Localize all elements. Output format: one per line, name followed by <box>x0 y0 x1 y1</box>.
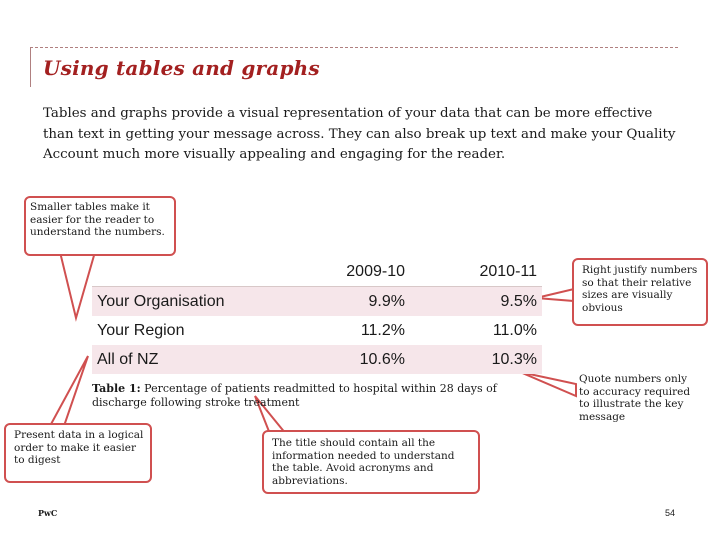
table-header-cell: 2009-10 <box>302 258 410 287</box>
footer-brand: PwC <box>38 508 58 518</box>
table-caption <box>92 382 542 410</box>
row-value: 9.5% <box>410 287 542 317</box>
pointer-logical-order <box>50 356 88 426</box>
table-caption-label: Table 1: <box>92 382 141 395</box>
callout-logical-order <box>4 423 152 483</box>
pointer-smaller-tables <box>60 252 95 318</box>
row-value: 10.6% <box>302 345 410 374</box>
callout-right-justify-text: Right justify numbers so that their relative sizes are visually obvious <box>582 264 698 314</box>
table-row <box>92 345 542 374</box>
row-value: 10.3% <box>410 345 542 374</box>
callout-title-should <box>262 430 480 494</box>
row-label: Your Region <box>97 321 185 339</box>
row-label: Your Organisation <box>92 287 302 317</box>
callout-right-justify <box>572 258 708 326</box>
readmission-table <box>92 258 542 374</box>
table-row <box>92 316 542 345</box>
page-number: 54 <box>665 508 676 518</box>
table-caption-text: Percentage of patients readmitted to hospital within 28 days of discharge following stroke treatment <box>92 382 497 409</box>
intro-paragraph: Tables and graphs provide a visual representation of your data that can be more effective than text in getting your message across. They can also break up text and make your Quality Account much more visually appealing and engaging for the reader. <box>43 106 676 162</box>
note-quote-numbers-text: Quote numbers only to accuracy required to illustrate the key message <box>579 373 691 423</box>
table-row <box>92 287 542 317</box>
row-value: 11.2% <box>360 321 405 339</box>
table-header-row <box>92 258 542 287</box>
table-header-cell: 2010-11 <box>410 258 542 287</box>
note-quote-numbers <box>579 373 699 423</box>
callout-smaller-tables <box>24 196 176 256</box>
callout-title-should-text: The title should contain all the information needed to understand the table. Avoid acronyms and abbreviations. <box>272 437 455 487</box>
row-value: 9.9% <box>302 287 410 317</box>
slide-title: Using tables and graphs <box>43 56 320 80</box>
row-value: 11.0% <box>492 321 537 339</box>
callout-smaller-tables-text: Smaller tables make it easier for the reader to understand the numbers. <box>30 201 165 238</box>
row-label: All of NZ <box>92 345 302 374</box>
callout-logical-order-text: Present data in a logical order to make it easier to digest <box>14 429 144 466</box>
table-header-cell <box>92 258 302 287</box>
